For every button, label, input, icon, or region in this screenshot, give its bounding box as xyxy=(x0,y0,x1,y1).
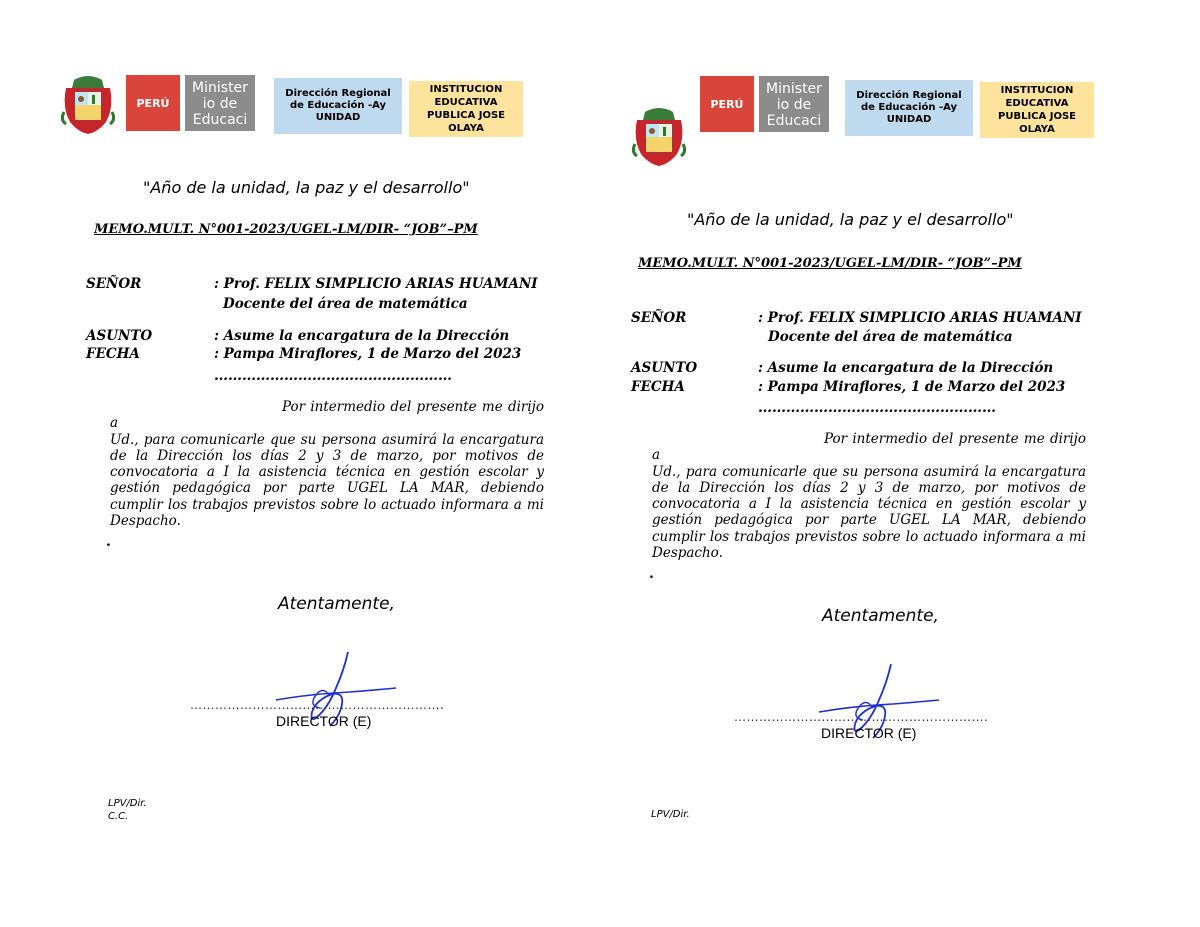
dotted-separator: …………………………………………… xyxy=(758,400,996,416)
memo-body xyxy=(110,399,544,529)
memo-body xyxy=(652,431,1086,561)
footer-line-2: C.C. xyxy=(108,811,129,822)
memo-body-rest: Ud., para comunicarle que su persona asumirá la encargatura de la Dirección los días 2 y 3 de marzo, por motivos de convocatoria a I la asistencia técnica en gestión escolar y gestión pedagógica por parte UGEL LA MAR, debiendo cumplir los trabajos previstos sobre lo actuado informara a mi Despacho. xyxy=(652,463,1086,562)
institution-label: INSTITUCION EDUCATIVA PUBLICA JOSE OLAYA xyxy=(980,82,1094,138)
coat-of-arms-icon xyxy=(631,106,687,168)
signature-line: ……………………………………………………. xyxy=(734,710,989,724)
ministry-label: Minister io de Educaci xyxy=(759,76,829,132)
memo-number: MEMO.MULT. N°001-2023/UGEL-LM/DIR- “JOB”–PM xyxy=(638,256,1022,271)
dotted-separator: …………………………………………… xyxy=(214,368,452,384)
footer-initials xyxy=(108,797,147,823)
asunto-value: : Asume la encargatura de la Dirección xyxy=(214,328,510,344)
memo-number: MEMO.MULT. N°001-2023/UGEL-LM/DIR- “JOB”–PM xyxy=(94,222,478,237)
senor-role: Docente del área de matemática xyxy=(223,296,468,312)
year-motto: "Año de la unidad, la paz y el desarrollo" xyxy=(143,178,470,197)
senor-label: SEÑOR xyxy=(631,310,687,326)
senor-value: : Prof. FELIX SIMPLICIO ARIAS HUAMANI xyxy=(758,310,1082,326)
fecha-label: FECHA xyxy=(631,379,685,395)
year-motto: "Año de la unidad, la paz y el desarrollo" xyxy=(687,210,1014,229)
body-dot: . xyxy=(649,566,654,582)
institution-label: INSTITUCION EDUCATIVA PUBLICA JOSE OLAYA xyxy=(409,81,523,137)
signature-line: ……………………………………………………. xyxy=(190,698,445,712)
footer-line-1: LPV/Dir. xyxy=(651,809,690,820)
fecha-value: : Pampa Miraflores, 1 de Marzo del 2023 xyxy=(758,379,1066,395)
asunto-label: ASUNTO xyxy=(631,360,698,376)
memo-right xyxy=(545,0,1145,927)
peru-label: PERÚ xyxy=(700,76,754,132)
footer-initials xyxy=(651,808,690,821)
memo-body-first-line: Por intermedio del presente me dirijo a xyxy=(110,399,544,432)
coat-of-arms-icon xyxy=(60,74,116,136)
body-dot: . xyxy=(106,534,111,550)
memo-body-rest: Ud., para comunicarle que su persona asumirá la encargatura de la Dirección los días 2 y 3 de marzo, por motivos de convocatoria a I la asistencia técnica en gestión escolar y gestión pedagógica por parte UGEL LA MAR, debiendo cumplir los trabajos previstos sobre lo actuado informara a mi Despacho. xyxy=(110,431,544,530)
asunto-label: ASUNTO xyxy=(86,328,153,344)
senor-value: : Prof. FELIX SIMPLICIO ARIAS HUAMANI xyxy=(214,276,538,292)
closing: Atentamente, xyxy=(278,594,395,614)
senor-label: SEÑOR xyxy=(86,276,142,292)
footer-line-1: LPV/Dir. xyxy=(108,798,147,809)
senor-role: Docente del área de matemática xyxy=(768,329,1013,345)
director-title: DIRECTOR (E) xyxy=(821,725,917,741)
fecha-value: : Pampa Miraflores, 1 de Marzo del 2023 xyxy=(214,346,522,362)
peru-label: PERÚ xyxy=(126,75,180,131)
fecha-label: FECHA xyxy=(86,346,140,362)
closing: Atentamente, xyxy=(822,606,939,626)
regional-direction-label: Dirección Regional de Educación -Ay UNIDAD xyxy=(845,80,973,136)
memo-body-first-line: Por intermedio del presente me dirijo a xyxy=(652,431,1086,464)
asunto-value: : Asume la encargatura de la Dirección xyxy=(758,360,1054,376)
director-title: DIRECTOR (E) xyxy=(276,713,372,729)
ministry-label: Minister io de Educaci xyxy=(185,75,255,131)
regional-direction-label: Dirección Regional de Educación -Ay UNIDAD xyxy=(274,78,402,134)
